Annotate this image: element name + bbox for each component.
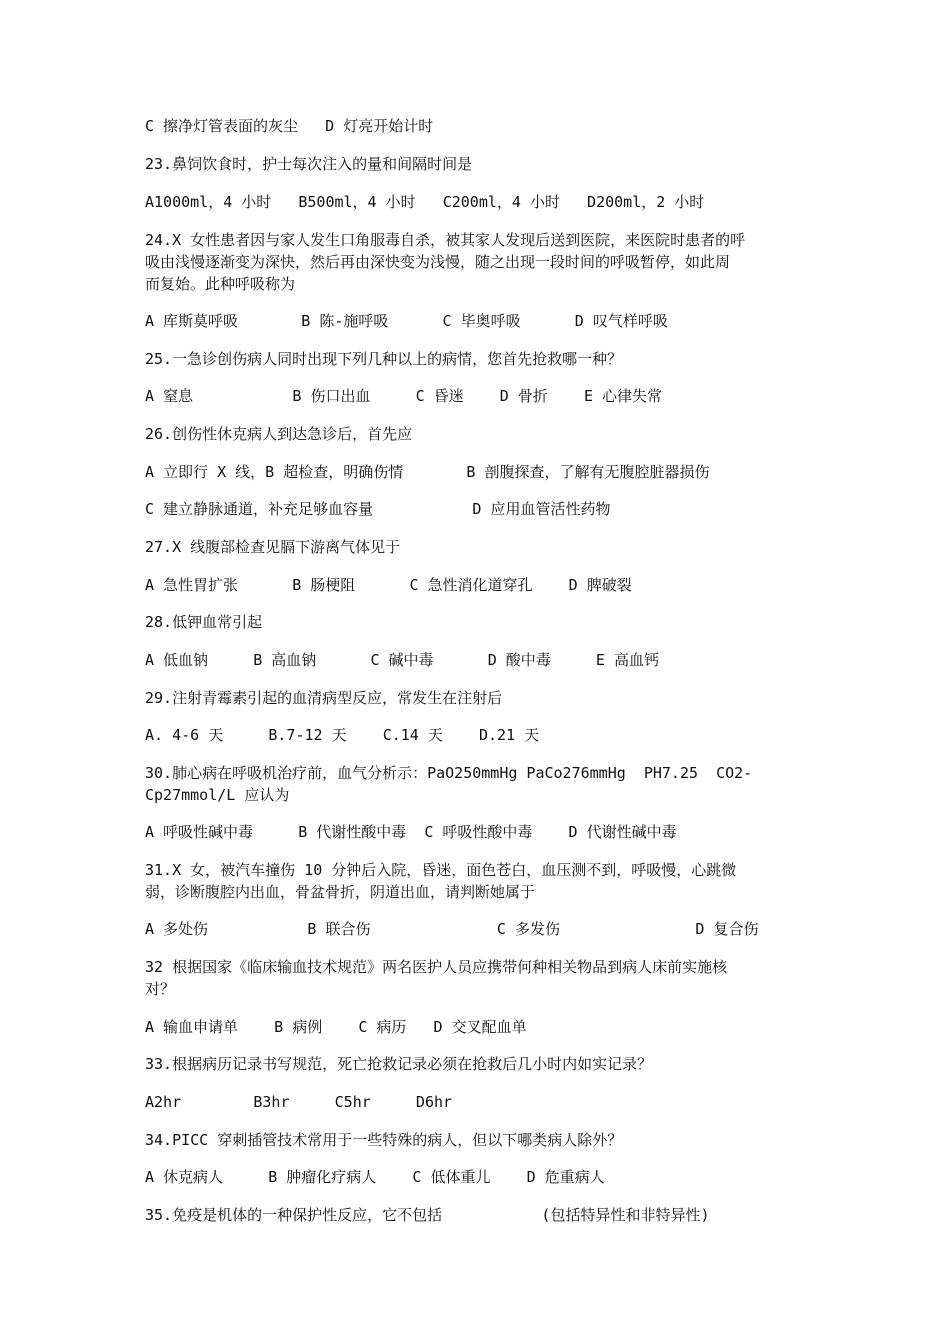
question-28: 28.低钾血常引起	[145, 613, 263, 631]
options-30: A 呼吸性碱中毒 B 代谢性酸中毒 C 呼吸性酸中毒 D 代谢性碱中毒	[145, 823, 677, 841]
question-33: 33.根据病历记录书写规范，死亡抢救记录必须在抢救后几小时内如实记录？	[145, 1055, 653, 1073]
options-28: A 低血钠 B 高血钠 C 碱中毒 D 酸中毒 E 高血钙	[145, 651, 659, 669]
options-23: A1000ml，4 小时 B500ml，4 小时 C200ml，4 小时 D200ml，2 小时	[145, 193, 705, 211]
options-27: A 急性胃扩张 B 肠梗阻 C 急性消化道穿孔 D 脾破裂	[145, 576, 632, 594]
question-25: 25.一急诊创伤病人同时出现下列几种以上的病情，您首先抢救哪一种？	[145, 350, 623, 368]
options-24: A 库斯莫呼吸 B 陈-施呼吸 C 毕奥呼吸 D 叹气样呼吸	[145, 312, 668, 330]
options-34: A 休克病人 B 肿瘤化疗病人 C 低体重儿 D 危重病人	[145, 1168, 605, 1186]
question-35: 35.免疫是机体的一种保护性反应，它不包括 (包括特异性和非特异性)	[145, 1206, 710, 1224]
options-26-line-2: C 建立静脉通道，补充足够血容量 D 应用血管活性药物	[145, 500, 611, 518]
question-34: 34.PICC 穿刺插管技术常用于一些特殊的病人，但以下哪类病人除外？	[145, 1131, 623, 1149]
question-32-line-1: 32 根据国家《临床输血技术规范》两名医护人员应携带何种相关物品到病人床前实施核	[145, 958, 728, 976]
options-32: A 输血申请单 B 病例 C 病历 D 交叉配血单	[145, 1018, 527, 1036]
options-33: A2hr B3hr C5hr D6hr	[145, 1093, 453, 1111]
question-31-line-1: 31.X 女，被汽车撞伤 10 分钟后入院，昏迷，面色苍白，血压测不到，呼吸慢，心跳微	[145, 861, 737, 879]
question-30-line-1: 30.肺心病在呼吸机治疗前，血气分析示：PaO250mmHg PaCo276mmHg PH7.25 CO2-	[145, 764, 753, 782]
question-24-line-3: 而复始。此种呼吸称为	[145, 275, 296, 293]
question-29: 29.注射青霉素引起的血清病型反应，常发生在注射后	[145, 689, 503, 707]
question-31-line-2: 弱，诊断腹腔内出血，骨盆骨折，阴道出血，请判断她属于	[145, 883, 536, 901]
question-26: 26.创伤性休克病人到达急诊后，首先应	[145, 425, 413, 443]
options-29: A. 4-6 天 B.7-12 天 C.14 天 D.21 天	[145, 726, 540, 744]
question-24-line-1: 24.X 女性患者因与家人发生口角服毒自杀，被其家人发现后送到医院，来医院时患者的呼	[145, 231, 746, 249]
options-31: A 多处伤 B 联合伤 C 多发伤 D 复合伤	[145, 920, 759, 938]
question-23: 23.鼻饲饮食时，护士每次注入的量和间隔时间是	[145, 155, 473, 173]
question-30-line-2: Cp27mmol/L 应认为	[145, 786, 290, 804]
text-line: C 擦净灯管表面的灰尘 D 灯亮开始计时	[145, 117, 434, 135]
question-24-line-2: 吸由浅慢逐渐变为深快，然后再由深快变为浅慢，随之出现一段时间的呼吸暂停，如此周	[145, 253, 731, 271]
options-25: A 窒息 B 伤口出血 C 昏迷 D 骨折 E 心律失常	[145, 387, 663, 405]
question-27: 27.X 线腹部检查见膈下游离气体见于	[145, 538, 401, 556]
options-26-line-1: A 立即行 X 线，B 超检查，明确伤情 B 剖腹探查，了解有无腹腔脏器损伤	[145, 463, 710, 481]
question-32-line-2: 对？	[145, 980, 176, 998]
